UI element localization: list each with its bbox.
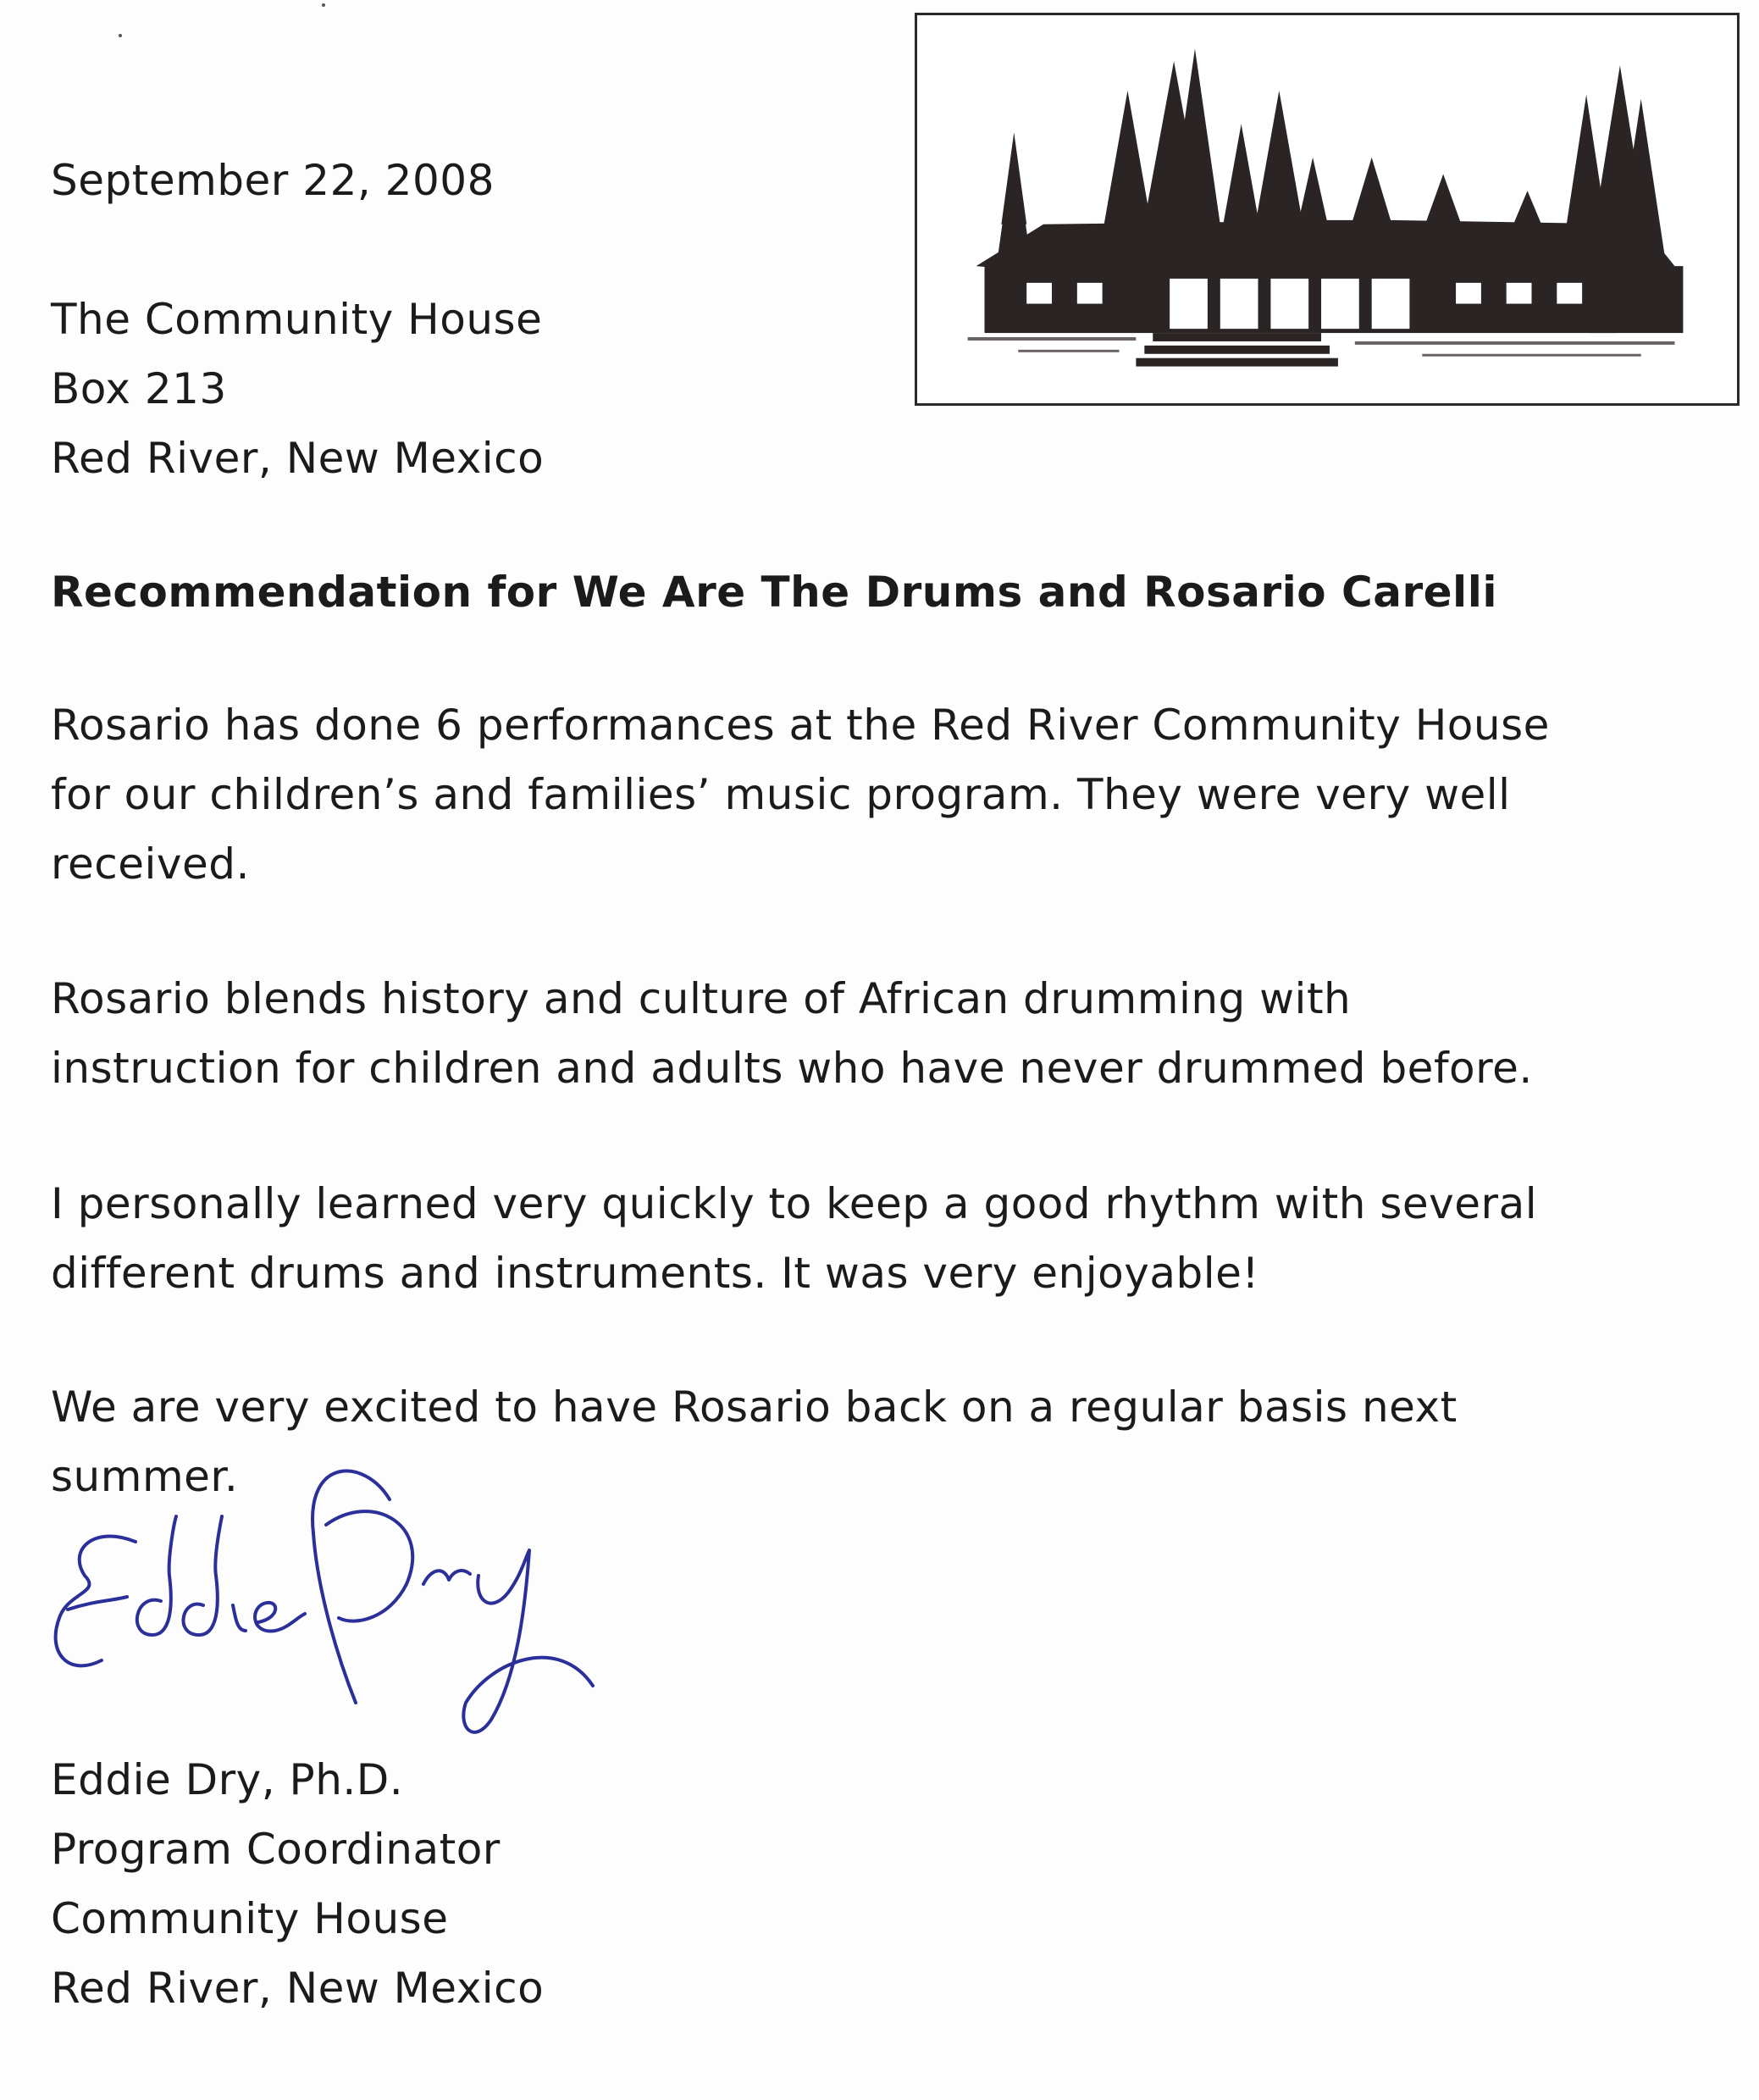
paragraph-2-line-1: Rosario blends history and culture of African drumming with	[51, 974, 1352, 1023]
letter-subject: Recommendation for We Are The Drums and Rosario Carelli	[51, 568, 1497, 617]
paragraph-4-line-1: We are very excited to have Rosario back on a regular basis next	[51, 1382, 1458, 1432]
paragraph-1-line-1: Rosario has done 6 performances at the Red River Community House	[51, 701, 1550, 750]
paragraph-3-line-1: I personally learned very quickly to keep a good rhythm with several	[51, 1179, 1538, 1228]
letter-date: September 22, 2008	[51, 156, 495, 205]
scan-speck	[119, 34, 122, 37]
recipient-box: Box 213	[51, 364, 227, 413]
community-house-logo	[915, 13, 1740, 406]
paragraph-1-line-3: received.	[51, 839, 250, 889]
paragraph-4-line-2: summer.	[51, 1452, 239, 1501]
recipient-name: The Community House	[51, 295, 543, 344]
paragraph-3-line-2: different drums and instruments. It was very enjoyable!	[51, 1249, 1259, 1298]
paragraph-2-line-2: instruction for children and adults who have never drummed before.	[51, 1044, 1533, 1093]
sender-title: Program Coordinator	[51, 1825, 501, 1874]
sender-city: Red River, New Mexico	[51, 1964, 545, 2013]
recipient-city: Red River, New Mexico	[51, 434, 545, 483]
handwritten-signature	[34, 1423, 610, 1745]
sender-name: Eddie Dry, Ph.D.	[51, 1755, 404, 1804]
cabin-illustration-icon	[917, 15, 1737, 403]
scan-speck	[322, 3, 325, 7]
paragraph-1-line-2: for our children’s and families’ music program. They were very well	[51, 770, 1511, 819]
sender-organization: Community House	[51, 1894, 449, 1943]
